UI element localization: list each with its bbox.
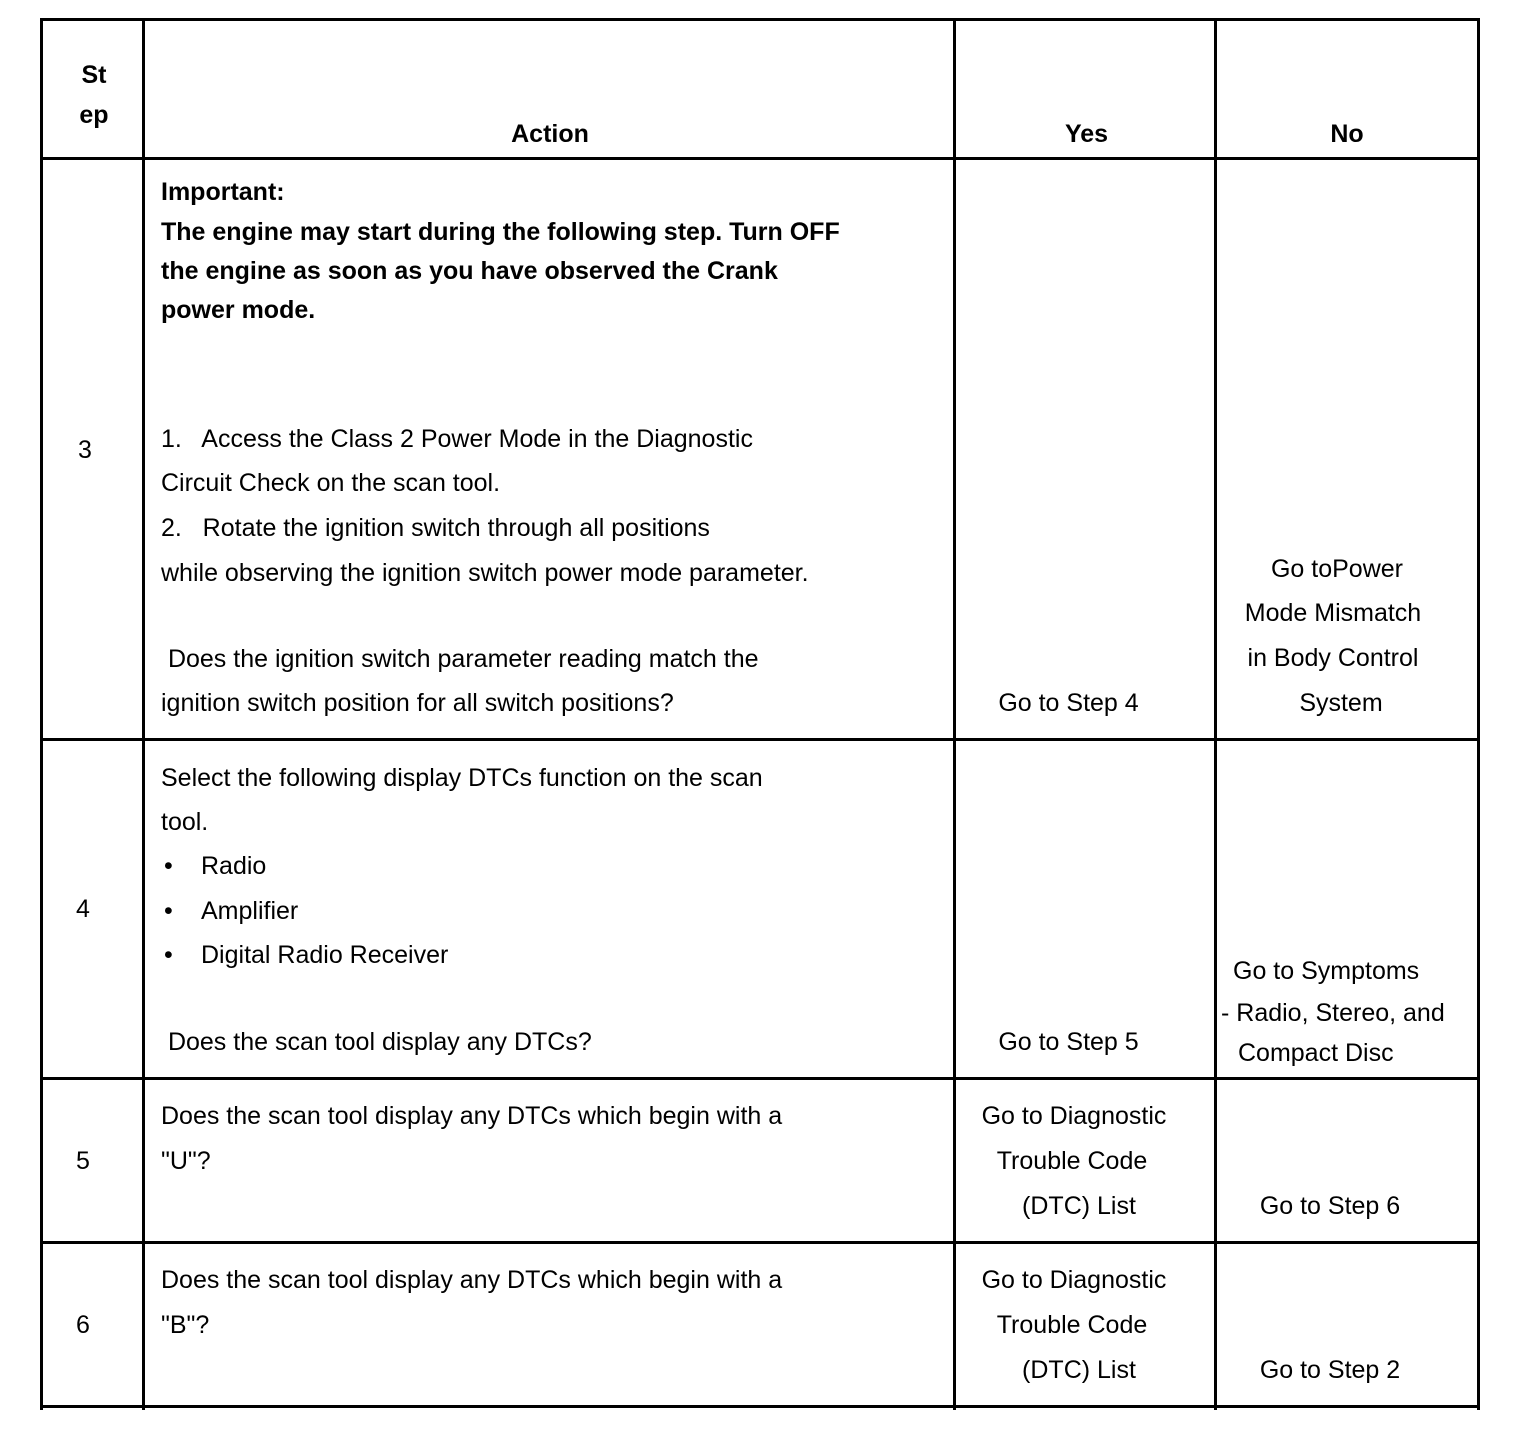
table-border-bottom bbox=[40, 1405, 1480, 1408]
step3-no-line-3: in Body Control bbox=[1247, 644, 1419, 672]
table-border-right bbox=[1477, 18, 1480, 1410]
bullet-symbol-1: • bbox=[164, 852, 173, 880]
step4-action-line-2: tool. bbox=[161, 808, 209, 836]
row-divider-4 bbox=[40, 1077, 1480, 1080]
table-border-top bbox=[40, 18, 1480, 21]
step3-action-line-2: Circuit Check on the scan tool. bbox=[161, 469, 501, 497]
header-step-line1: St bbox=[81, 61, 107, 89]
important-line-3: power mode. bbox=[161, 296, 316, 324]
step5-action-line-1: Does the scan tool display any DTCs which begin with a bbox=[161, 1102, 783, 1130]
step4-no-line-2: - Radio, Stereo, and bbox=[1221, 999, 1445, 1027]
step5-yes-line-3: (DTC) List bbox=[1022, 1192, 1136, 1220]
bullet-item-radio: Radio bbox=[201, 852, 267, 880]
step4-action-line-1: Select the following display DTCs function on the scan bbox=[161, 764, 763, 792]
step6-action-line-1: Does the scan tool display any DTCs which begin with a bbox=[161, 1266, 783, 1294]
header-step bbox=[43, 55, 145, 135]
step6-yes-line-1: Go to Diagnostic bbox=[981, 1266, 1167, 1294]
step3-question-line-2: ignition switch position for all switch positions? bbox=[161, 689, 674, 717]
step4-no-line-3: Compact Disc bbox=[1238, 1039, 1394, 1067]
step4-yes: Go to Step 5 bbox=[998, 1028, 1139, 1056]
step3-action-line-3: 2. Rotate the ignition switch through all positions bbox=[161, 514, 710, 542]
step3-action-line-4: while observing the ignition switch power mode parameter. bbox=[161, 559, 809, 587]
important-label: Important: bbox=[161, 178, 285, 206]
header-yes: Yes bbox=[1064, 120, 1109, 148]
important-line-1: The engine may start during the following step. Turn OFF bbox=[161, 218, 840, 246]
step-number-4: 4 bbox=[76, 895, 90, 923]
bullet-symbol-3: • bbox=[164, 941, 173, 969]
step3-yes: Go to Step 4 bbox=[998, 689, 1139, 717]
step3-action-line-1: 1. Access the Class 2 Power Mode in the Diagnostic bbox=[161, 425, 753, 453]
step5-no: Go to Step 6 bbox=[1259, 1192, 1401, 1220]
step3-no-line-1: Go toPower bbox=[1270, 555, 1403, 583]
bullet-item-amplifier: Amplifier bbox=[201, 897, 299, 925]
important-line-2: the engine as soon as you have observed the Crank bbox=[161, 257, 778, 285]
step-number-5: 5 bbox=[76, 1147, 90, 1175]
bullet-symbol-2: • bbox=[164, 897, 173, 925]
step6-yes-line-3: (DTC) List bbox=[1022, 1356, 1136, 1384]
bullet-item-digital-radio: Digital Radio Receiver bbox=[201, 941, 449, 969]
step5-action-line-2: "U"? bbox=[161, 1147, 211, 1175]
header-divider bbox=[40, 157, 1480, 160]
step3-no-line-4: System bbox=[1299, 689, 1383, 717]
step5-yes-line-2: Trouble Code bbox=[996, 1147, 1148, 1175]
header-step-line2: ep bbox=[79, 101, 109, 129]
step3-question-line-1: Does the ignition switch parameter reading match the bbox=[161, 645, 759, 673]
step-number-3: 3 bbox=[78, 436, 92, 464]
table-border-left bbox=[40, 18, 43, 1410]
step6-no: Go to Step 2 bbox=[1259, 1356, 1401, 1384]
step6-action-line-2: "B"? bbox=[161, 1311, 210, 1339]
step6-yes-line-2: Trouble Code bbox=[996, 1311, 1148, 1339]
step5-yes-line-1: Go to Diagnostic bbox=[981, 1102, 1167, 1130]
step-number-6: 6 bbox=[76, 1311, 90, 1339]
column-divider-step bbox=[142, 18, 145, 1410]
step4-question: Does the scan tool display any DTCs? bbox=[161, 1028, 592, 1056]
step3-no-line-2: Mode Mismatch bbox=[1244, 599, 1422, 627]
row-divider-5 bbox=[40, 1241, 1480, 1244]
row-divider-3 bbox=[40, 738, 1480, 741]
step4-no-line-1: Go to Symptoms bbox=[1233, 957, 1420, 985]
header-no: No bbox=[1330, 120, 1364, 148]
header-action: Action bbox=[511, 120, 589, 148]
